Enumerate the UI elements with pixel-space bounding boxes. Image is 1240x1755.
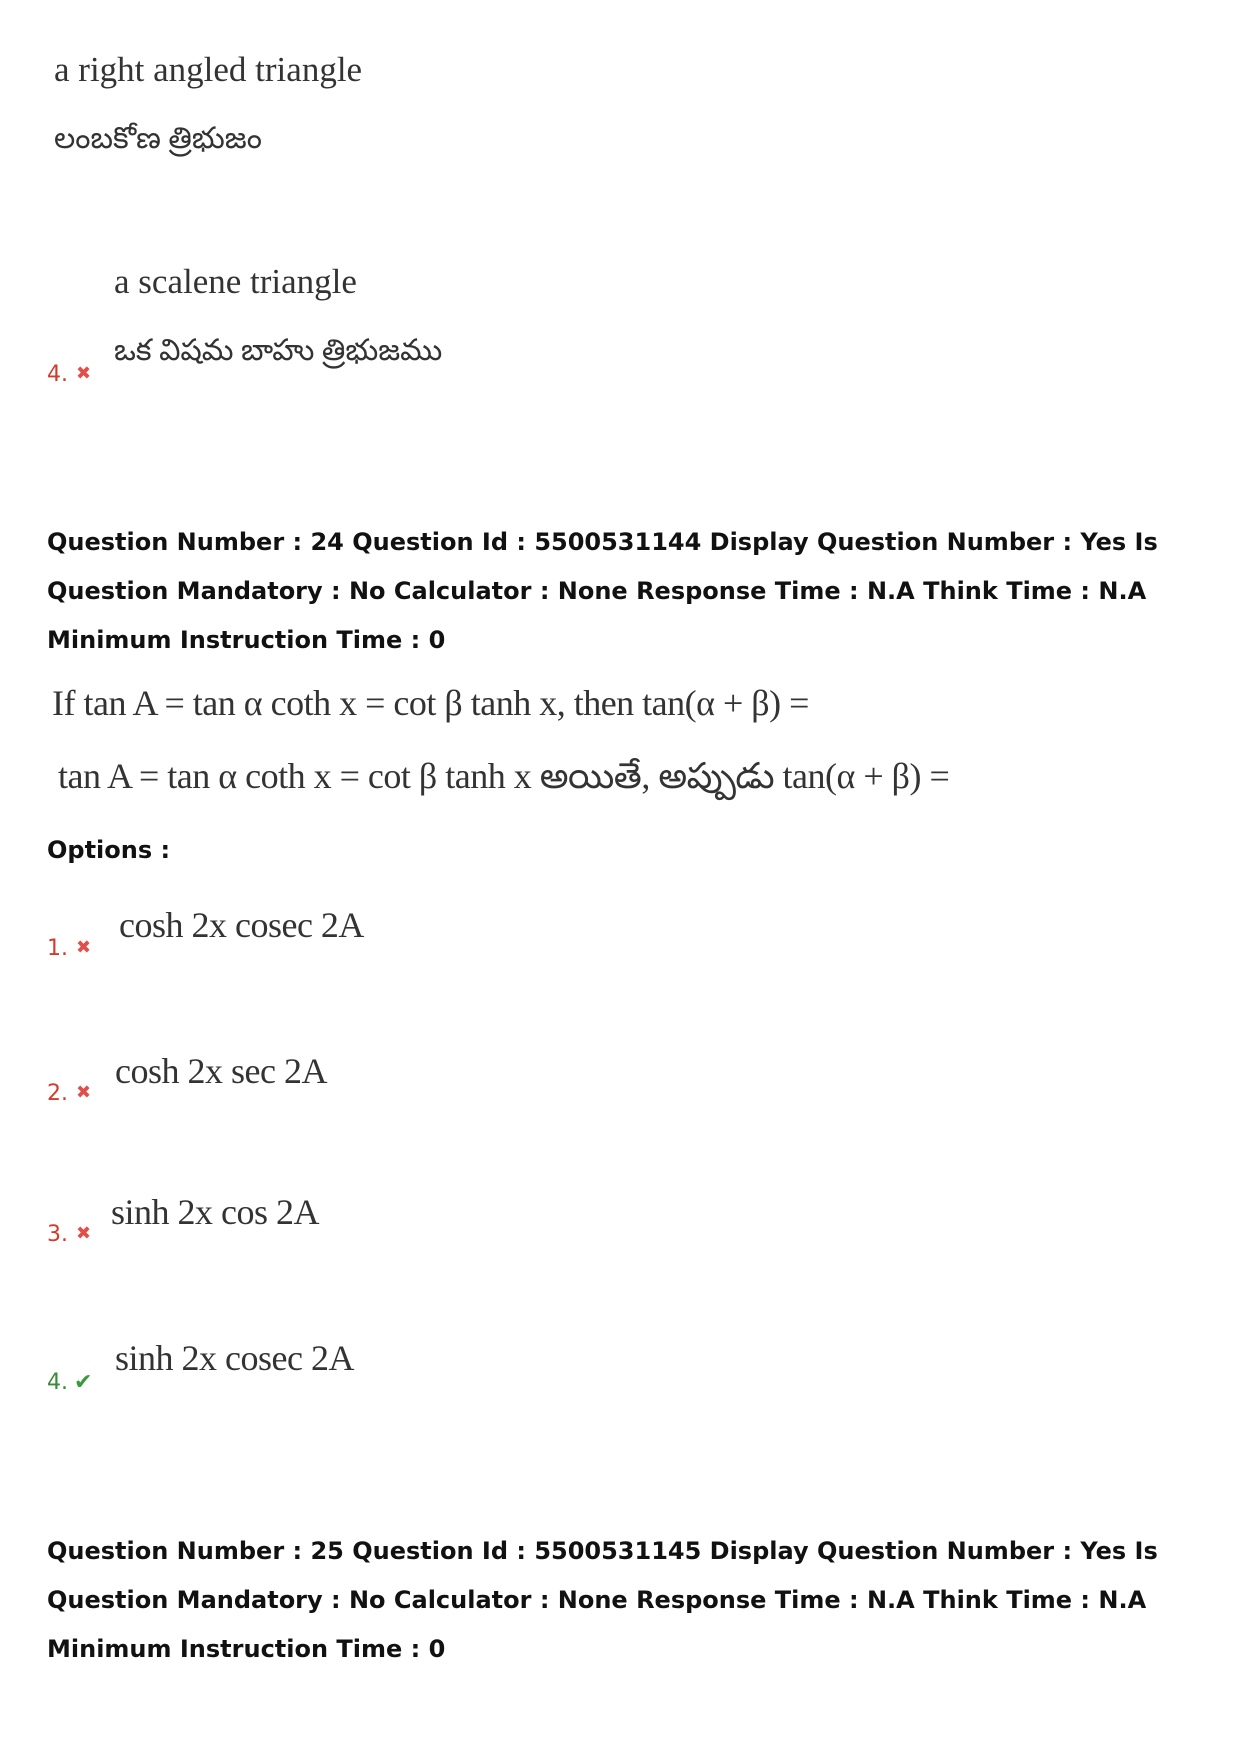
- question-24-meta: Question Number : 24 Question Id : 5500531144 Display Question Number : Yes Is Question Mandatory : No Calculator : None Response Time : N.A Think Time : N.A Minimum Instruction Time : 0: [47, 528, 1158, 654]
- option-number: 2.: [47, 1081, 68, 1106]
- cross-mark-icon: ✖: [76, 363, 92, 384]
- prev-option3-english: a right angled triangle: [54, 50, 363, 89]
- cross-mark-icon: ✖: [76, 1082, 92, 1103]
- check-mark-icon: ✔: [74, 1370, 93, 1395]
- option-2-number: [47, 1081, 91, 1106]
- option-1-text: cosh 2x cosec 2A: [119, 905, 364, 945]
- question-25-meta: Question Number : 25 Question Id : 5500531145 Display Question Number : Yes Is Question Mandatory : No Calculator : None Response Time : N.A Think Time : N.A Minimum Instruction Time : 0: [47, 1537, 1158, 1663]
- option-1-number: [47, 936, 91, 961]
- option-4-text: sinh 2x cosec 2A: [115, 1338, 354, 1378]
- option-4-number: [47, 1370, 92, 1395]
- option-number: 4.: [47, 1370, 68, 1395]
- cross-mark-icon: ✖: [76, 937, 92, 958]
- question-24-text-english: If tan A = tan α coth x = cot β tanh x, then tan(α + β) =: [52, 683, 809, 723]
- prev-option4-english: a scalene triangle: [114, 262, 357, 301]
- option-number: 1.: [47, 936, 68, 961]
- prev-option3-telugu: లంబకోణ త్రిభుజం: [54, 122, 262, 155]
- cross-mark-icon: ✖: [76, 1223, 92, 1244]
- option-number: 4.: [47, 362, 68, 387]
- prev-option4-number: [47, 362, 91, 387]
- option-3-number: [47, 1222, 91, 1247]
- options-label: Options :: [47, 836, 171, 864]
- prev-option4-telugu: ఒక విషమ బాహు త్రిభుజము: [114, 334, 443, 367]
- option-3-text: sinh 2x cos 2A: [111, 1192, 319, 1232]
- question-24-text-telugu: tan A = tan α coth x = cot β tanh x అయితే, అప్పుడు tan(α + β) =: [58, 756, 950, 796]
- option-number: 3.: [47, 1222, 68, 1247]
- option-2-text: cosh 2x sec 2A: [115, 1051, 327, 1091]
